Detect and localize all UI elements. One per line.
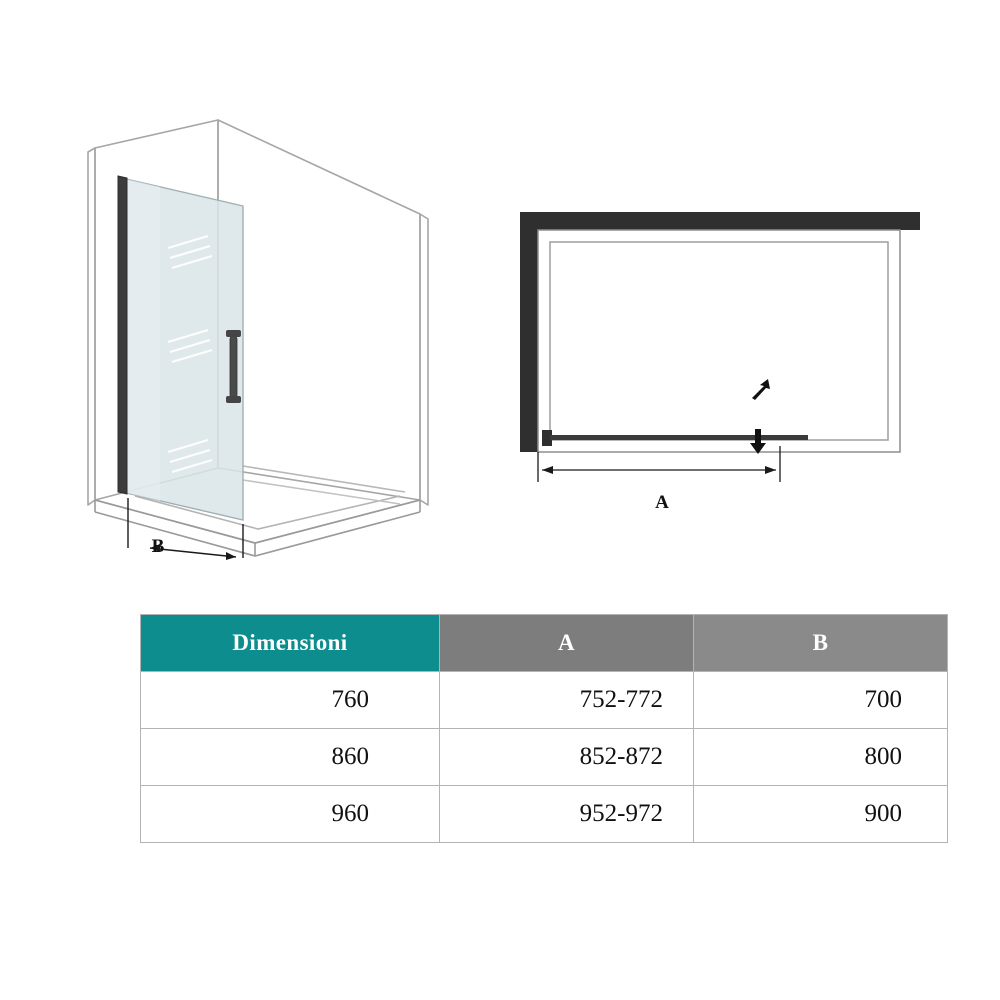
header-b: B xyxy=(694,615,948,672)
wall-edge-right xyxy=(420,214,428,505)
cell-b: 800 xyxy=(694,729,948,786)
glass-panel-topline xyxy=(542,430,808,446)
table-row xyxy=(141,729,948,786)
dimensions-table xyxy=(140,614,948,843)
wall-bands xyxy=(520,212,920,452)
table-header xyxy=(141,615,948,672)
dimension-label-a-right: A xyxy=(655,492,669,513)
cell-dimension: 960 xyxy=(141,786,440,843)
back-wall-right xyxy=(218,120,420,500)
wall-edge xyxy=(88,148,95,505)
cell-a: 752-772 xyxy=(440,672,694,729)
cell-a: 852-872 xyxy=(440,729,694,786)
shower-enclosure-perspective-view xyxy=(0,0,500,600)
tray-inner-line-1 xyxy=(243,466,405,492)
tray-front-edge xyxy=(95,512,420,556)
dimensions-table-wrapper xyxy=(140,614,902,843)
direction-arrows xyxy=(750,379,770,454)
table-row xyxy=(141,672,948,729)
tray-top-edge xyxy=(95,500,420,543)
tray-outline xyxy=(95,500,420,543)
glass-panel xyxy=(122,178,243,520)
cell-dimension: 760 xyxy=(141,672,440,729)
table-row xyxy=(141,786,948,843)
table-header-row xyxy=(141,615,948,672)
cell-b: 900 xyxy=(694,786,948,843)
shower-enclosure-top-view xyxy=(460,0,1000,600)
dimension-label-b-left: B xyxy=(151,536,165,557)
cell-a: 952-972 xyxy=(440,786,694,843)
enclosure-outline xyxy=(538,230,900,452)
header-a: A xyxy=(440,615,694,672)
cell-dimension: 860 xyxy=(141,729,440,786)
header-dimensions: Dimensioni xyxy=(141,615,440,672)
cell-b: 700 xyxy=(694,672,948,729)
wall-profile xyxy=(118,176,127,494)
enclosure-inner-outline xyxy=(550,242,888,440)
table-body xyxy=(141,672,948,843)
